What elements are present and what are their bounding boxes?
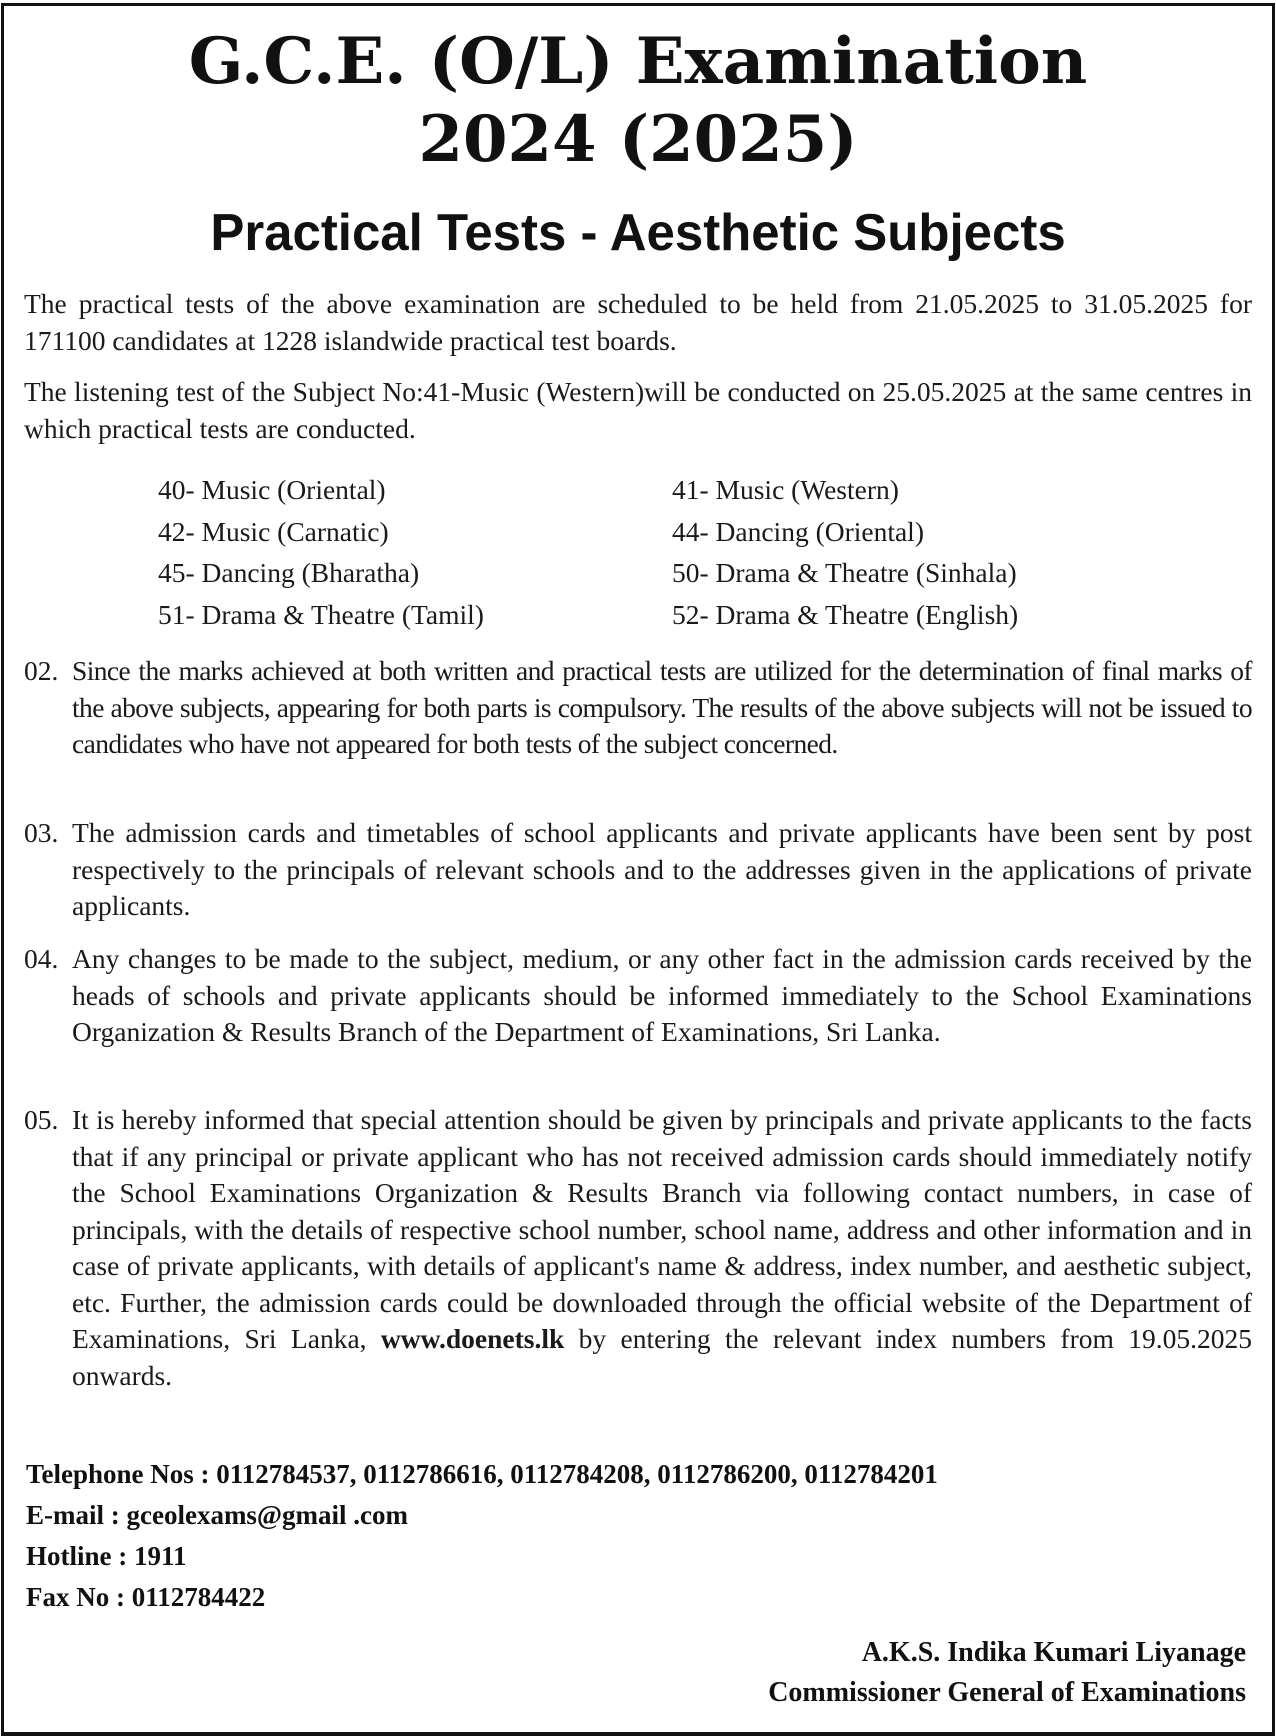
subject-item: 44- Dancing (Oriental) — [672, 515, 924, 547]
fax-number: Fax No : 0112784422 — [26, 1582, 266, 1612]
item-text-before-link: It is hereby informed that special attention should be given by principals and private applicants to the facts that if any principal or private applicant who has not received admission cards should immediately notify the School Examinations Organization & Results Branch via following contact numbers, in case of principals, with the details of respective school number, school name, address and other information and in case of private applicants, with details of applicant's name & address, index number, and aesthetic subject, etc. Further, the admission cards could be downloaded through the official website of the Department of Examinations, Sri Lanka, — [72, 1104, 1252, 1354]
signatory-name: A.K.S. Indika Kumari Liyanage — [861, 1637, 1246, 1668]
title-line-1: G.C.E. (O/L) Examination — [188, 24, 1088, 99]
subject-item: 42- Music (Carnatic) — [158, 515, 389, 547]
subtitle: Practical Tests - Aesthetic Subjects — [210, 204, 1066, 262]
numbered-item — [24, 941, 1252, 1051]
item-number: 02. — [24, 655, 59, 686]
numbered-item — [24, 815, 1252, 925]
subject-item: 41- Music (Western) — [672, 474, 899, 505]
item-text-after-link: by entering the relevant index numbers from 19.05.2025 onwards. — [72, 1323, 1253, 1391]
subject-item: 40- Music (Oriental) — [158, 474, 386, 505]
subject-item: 50- Drama & Theatre (Sinhala) — [672, 557, 1017, 588]
website-link[interactable]: www.doenets.lk — [380, 1323, 565, 1354]
item-number: 03. — [24, 817, 59, 848]
item-text: The admission cards and timetables of school applicants and private applicants have been sent by post respectively to the principals of relevant schools and to the addresses given in the applications of private applicants. — [72, 817, 1252, 921]
hotline-number: Hotline : 1911 — [26, 1541, 187, 1571]
subject-list — [158, 469, 1158, 635]
item-number: 05. — [24, 1104, 59, 1135]
subject-item: 52- Drama & Theatre (English) — [672, 598, 1019, 630]
item-text: Any changes to be made to the subject, medium, or any other fact in the admission cards received by the heads of schools and private applicants should be informed immediately to the School Examinations Organization & Results Branch of the Department of Examinations, Sri Lanka. — [72, 943, 1252, 1047]
intro-paragraph-listening-test: The listening test of the Subject No:41-Music (Western)will be conducted on 25.05.2025 at the same centres in which practical tests are conducted. — [24, 376, 1252, 444]
numbered-item — [24, 1102, 1252, 1394]
subject-item: 51- Drama & Theatre (Tamil) — [158, 598, 484, 630]
telephone-numbers: Telephone Nos : 0112784537, 0112786616, 0112784208, 0112786200, 0112784201 — [26, 1459, 938, 1489]
email-address: E-mail : gceolexams@gmail .com — [26, 1500, 409, 1530]
numbered-item — [24, 653, 1252, 763]
subject-item: 45- Dancing (Bharatha) — [158, 557, 420, 588]
item-text — [72, 1102, 1252, 1394]
signatory-title: Commissioner General of Examinations — [768, 1677, 1246, 1708]
title-line-2: 2024 (2025) — [418, 102, 858, 177]
intro-paragraph-schedule: The practical tests of the above examination are scheduled to be held from 21.05.2025 to 31.05.2025 for 171100 candidates at 1228 islandwide practical test boards. — [24, 288, 1252, 356]
item-number: 04. — [24, 943, 59, 974]
item-text: Since the marks achieved at both written and practical tests are utilized for the determination of final marks of the above subjects, appearing for both parts is compulsory. The results of the above subjects will not be issued to candidates who have not appeared for both tests of the subject concerned. — [72, 655, 1252, 759]
